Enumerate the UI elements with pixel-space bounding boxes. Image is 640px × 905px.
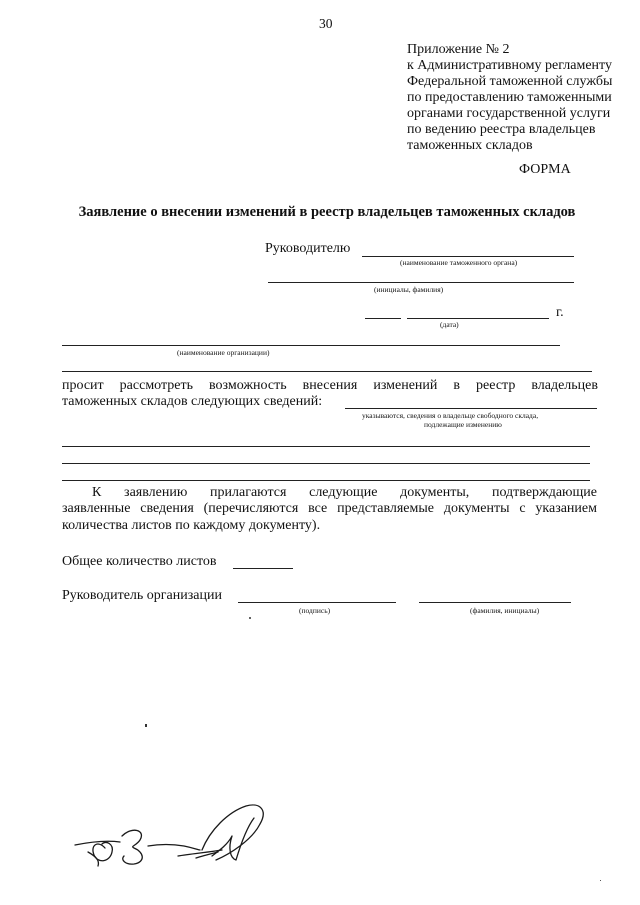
changes-line[interactable]: [62, 446, 590, 447]
speck: [145, 724, 147, 727]
changes-hint-1: указываются, сведения о владельце свободного склада,: [362, 411, 539, 420]
signature-hint: (подпись): [299, 606, 331, 615]
speck: [249, 617, 251, 619]
customs-authority-field[interactable]: [362, 256, 574, 257]
addressee-label: Руководителю: [265, 241, 351, 256]
attachments-line-3: количества листов по каждому документу).: [62, 518, 321, 533]
appendix-line: по предоставлению таможенными: [407, 90, 612, 105]
head-name-field[interactable]: [419, 602, 571, 603]
total-sheets-field[interactable]: [233, 568, 293, 569]
date-hint: (дата): [440, 320, 459, 329]
appendix-line: по ведению реестра владельцев: [407, 122, 596, 137]
appendix-line: органами государственной услуги: [407, 106, 611, 121]
appendix-block: [407, 42, 612, 154]
changes-line[interactable]: [62, 463, 590, 464]
year-suffix: г.: [556, 305, 564, 320]
document-title: Заявление о внесении изменений в реестр владельцев таможенных складов: [78, 204, 576, 220]
head-name-hint: (фамилия, инициалы): [470, 606, 540, 615]
changes-field[interactable]: [345, 408, 597, 409]
organization-hint: (наименование организации): [177, 348, 270, 357]
head-label: Руководитель организации: [62, 588, 222, 603]
attachments-line-1: К заявлению прилагаются следующие документы, подтверждающие: [92, 485, 597, 500]
page-number: 30: [319, 16, 333, 31]
date-day-field[interactable]: [365, 318, 401, 319]
changes-line[interactable]: [62, 480, 590, 481]
organization-field-2[interactable]: [62, 371, 592, 372]
total-sheets-label: Общее количество листов: [62, 554, 217, 569]
initials-hint: (инициалы, фамилия): [374, 285, 444, 294]
customs-authority-hint: (наименование таможенного органа): [400, 258, 518, 267]
date-field[interactable]: [407, 318, 549, 319]
form-label: ФОРМА: [519, 162, 571, 177]
attachments-line-2: заявленные сведения (перечисляются все представляемые документы с указанием: [62, 501, 597, 516]
appendix-line: Приложение № 2: [407, 42, 510, 57]
signature-field[interactable]: [238, 602, 396, 603]
request-line-1: просит рассмотреть возможность внесения изменений в реестр владельцев: [62, 378, 598, 393]
appendix-line: таможенных складов: [407, 138, 533, 153]
request-line-2: таможенных складов следующих сведений:: [62, 394, 323, 409]
handwritten-signature: [60, 800, 280, 880]
appendix-line: к Административному регламенту: [407, 58, 612, 73]
appendix-line: Федеральной таможенной службы: [407, 74, 613, 89]
initials-field[interactable]: [268, 282, 574, 283]
speck: [600, 880, 601, 881]
organization-field[interactable]: [62, 345, 560, 346]
changes-hint-2: подлежащие изменению: [424, 420, 502, 429]
